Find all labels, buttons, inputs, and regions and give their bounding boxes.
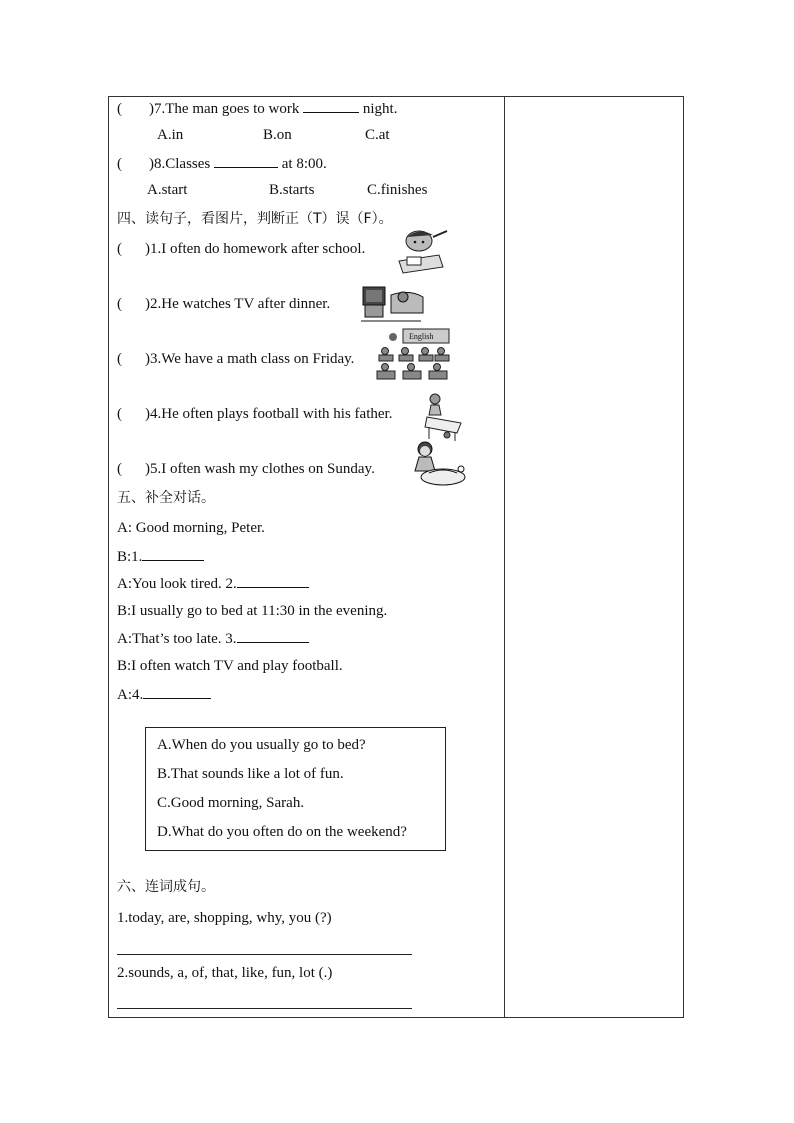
dialogue-option-b: B.That sounds like a lot of fun.	[157, 766, 344, 782]
answer-paren[interactable]: (	[117, 101, 122, 117]
girl-homework-image	[389, 227, 449, 275]
answer-paren[interactable]: (	[117, 406, 122, 422]
dialogue-option-d: D.What do you often do on the weekend?	[157, 824, 407, 840]
tf-item-5: ( )5.I often wash my clothes on Sunday.	[117, 461, 375, 477]
dialogue-line-1: A: Good morning, Peter.	[117, 520, 265, 536]
answer-line-2[interactable]	[117, 1008, 412, 1009]
option-b: B.starts	[269, 182, 315, 198]
dialogue-line-5: A:That’s too late. 3.	[117, 629, 309, 648]
column-divider	[504, 97, 505, 1017]
english-class-image	[375, 327, 453, 381]
answer-paren[interactable]: (	[117, 156, 122, 172]
option-b: B.on	[263, 127, 292, 143]
tf-item-4: ( )4.He often plays football with his father.	[117, 406, 393, 422]
dialogue-line-2: B:1.	[117, 547, 204, 566]
boy-ping-pong-image	[421, 391, 465, 443]
fill-blank[interactable]	[237, 574, 309, 588]
option-a: A.in	[157, 127, 184, 143]
question-8: ( )8.Classes at 8:00.	[117, 156, 327, 172]
answer-paren[interactable]: (	[117, 351, 122, 367]
board-label: English	[409, 332, 434, 341]
section-5-heading: 五、补全对话。	[117, 490, 215, 506]
answer-paren[interactable]: (	[117, 241, 122, 257]
man-tv-image	[361, 281, 427, 327]
dialogue-option-c: C.Good morning, Sarah.	[157, 795, 305, 811]
dialogue-line-3: A:You look tired. 2.	[117, 574, 309, 593]
tf-item-2: ( )2.He watches TV after dinner.	[117, 296, 331, 312]
section-6-heading: 六、连词成句。	[117, 879, 215, 895]
fill-blank[interactable]	[303, 99, 359, 113]
dialogue-options-box	[145, 727, 446, 851]
dialogue-line-4: B:I usually go to bed at 11:30 in the evening.	[117, 603, 388, 619]
girl-washing-image	[407, 439, 469, 489]
dialogue-line-7: A:4.	[117, 685, 211, 704]
answer-line-1[interactable]	[117, 954, 412, 955]
section-4-heading: 四、读句子，看图片，判断正（T）误（F）。	[117, 211, 393, 227]
reorder-item-2: 2.sounds, a, of, that, like, fun, lot (.)	[117, 965, 333, 981]
dialogue-line-6: B:I often watch TV and play football.	[117, 658, 343, 674]
fill-blank[interactable]	[214, 154, 278, 168]
dialogue-option-a: A.When do you usually go to bed?	[157, 737, 366, 753]
fill-blank[interactable]	[143, 685, 211, 699]
answer-paren[interactable]: (	[117, 296, 122, 312]
option-a: A.start	[147, 182, 188, 198]
answer-paren[interactable]: (	[117, 461, 122, 477]
worksheet-table	[108, 96, 684, 1018]
option-c: C.at	[365, 127, 390, 143]
tf-item-3: ( )3.We have a math class on Friday.	[117, 351, 355, 367]
question-7: ( )7.The man goes to work night.	[117, 101, 398, 117]
fill-blank[interactable]	[237, 629, 309, 643]
option-c: C.finishes	[367, 182, 428, 198]
tf-item-1: ( )1.I often do homework after school.	[117, 241, 366, 257]
fill-blank[interactable]	[142, 547, 204, 561]
reorder-item-1: 1.today, are, shopping, why, you (?)	[117, 910, 332, 926]
